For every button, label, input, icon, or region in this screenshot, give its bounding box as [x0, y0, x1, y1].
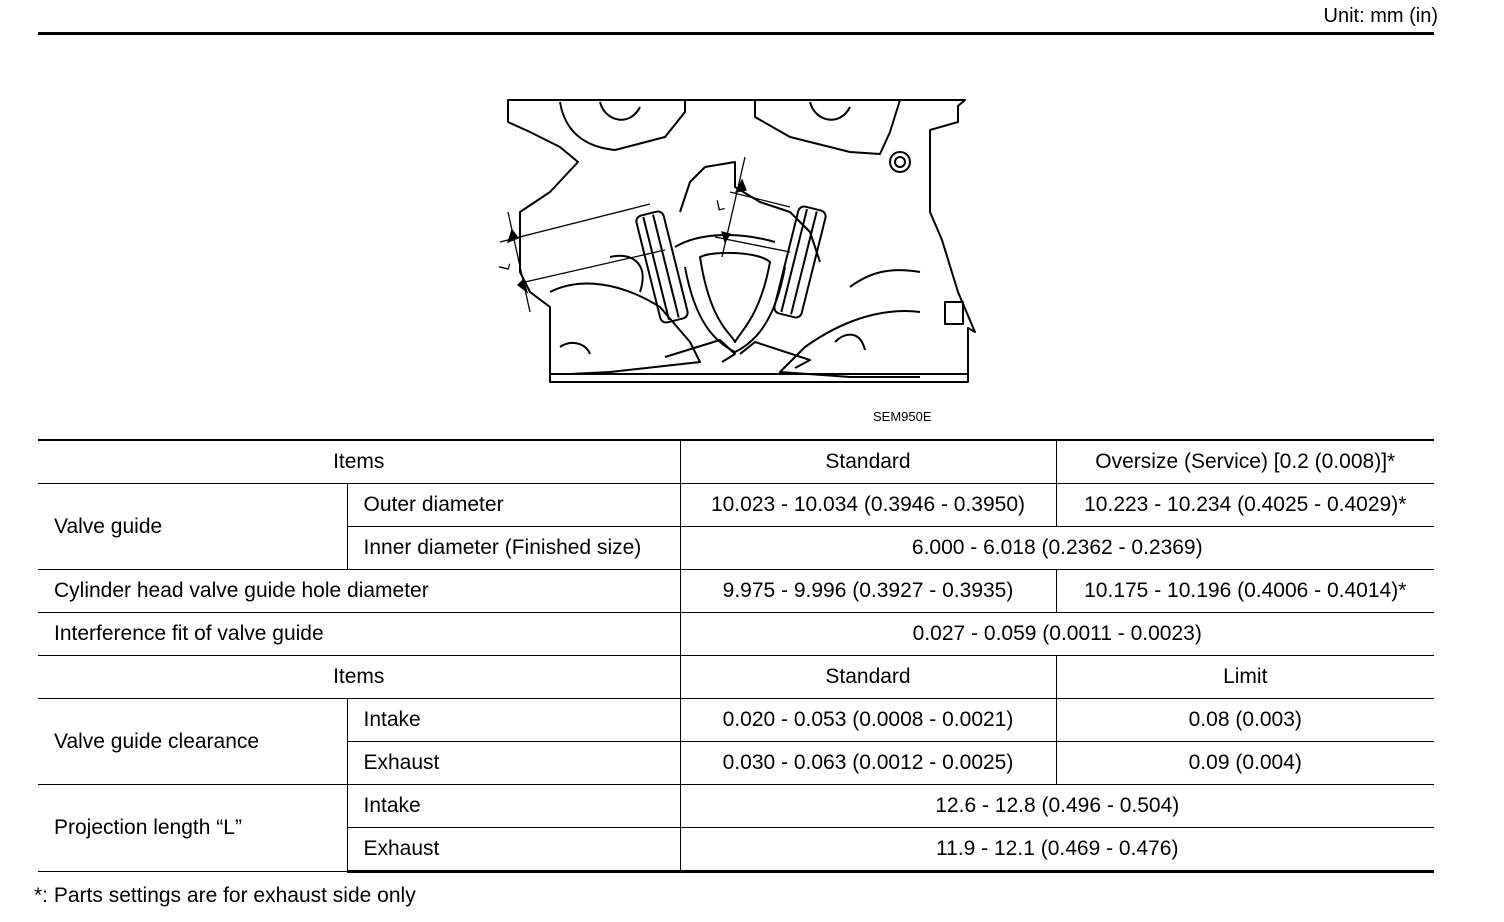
sub-label-intake: Intake — [347, 699, 680, 742]
sub-label-projection-exhaust: Exhaust — [347, 828, 680, 872]
table-row — [38, 484, 1434, 527]
header-oversize: Oversize (Service) [0.2 (0.008)]* — [1056, 440, 1434, 484]
cell-clearance-exhaust-standard: 0.030 - 0.063 (0.0012 - 0.0025) — [680, 742, 1056, 785]
row-label-interference: Interference fit of valve guide — [38, 613, 680, 656]
figure-code: SEM950E — [873, 409, 932, 424]
table-row — [38, 785, 1434, 828]
row-label-clearance: Valve guide clearance — [38, 699, 347, 785]
header-standard-2: Standard — [680, 656, 1056, 699]
sub-label-projection-intake: Intake — [347, 785, 680, 828]
table-row — [38, 699, 1434, 742]
table-row — [38, 570, 1434, 613]
row-label-valve-guide: Valve guide — [38, 484, 347, 570]
footnote: *: Parts settings are for exhaust side only — [34, 884, 416, 907]
row-label-projection: Projection length “L” — [38, 785, 347, 872]
row-label-hole-diameter: Cylinder head valve guide hole diameter — [38, 570, 680, 613]
cell-clearance-exhaust-limit: 0.09 (0.004) — [1056, 742, 1434, 785]
header-items: Items — [38, 440, 680, 484]
header-items-2: Items — [38, 656, 680, 699]
cell-interference: 0.027 - 0.059 (0.0011 - 0.0023) — [680, 613, 1434, 656]
sub-label-inner-diameter: Inner diameter (Finished size) — [347, 527, 680, 570]
header-row — [38, 656, 1434, 699]
cell-hole-oversize: 10.175 - 10.196 (0.4006 - 0.4014)* — [1056, 570, 1434, 613]
valve-guide-spec-table — [38, 439, 1434, 873]
cell-outer-standard: 10.023 - 10.034 (0.3946 - 0.3950) — [680, 484, 1056, 527]
cell-clearance-intake-standard: 0.020 - 0.053 (0.0008 - 0.0021) — [680, 699, 1056, 742]
cell-outer-oversize: 10.223 - 10.234 (0.4025 - 0.4029)* — [1056, 484, 1434, 527]
sub-label-outer-diameter: Outer diameter — [347, 484, 680, 527]
cell-hole-standard: 9.975 - 9.996 (0.3927 - 0.3935) — [680, 570, 1056, 613]
cell-clearance-intake-limit: 0.08 (0.003) — [1056, 699, 1434, 742]
header-limit: Limit — [1056, 656, 1434, 699]
header-row — [38, 440, 1434, 484]
cell-projection-intake: 12.6 - 12.8 (0.496 - 0.504) — [680, 785, 1434, 828]
table-row — [38, 613, 1434, 656]
cell-inner-diameter: 6.000 - 6.018 (0.2362 - 0.2369) — [680, 527, 1434, 570]
cylinder-head-diagram — [490, 92, 990, 392]
top-divider — [38, 32, 1434, 35]
sub-label-exhaust: Exhaust — [347, 742, 680, 785]
unit-label: Unit: mm (in) — [1323, 5, 1438, 27]
dimension-l-left: L — [496, 260, 515, 273]
dimension-l-top: L — [714, 197, 726, 215]
header-standard: Standard — [680, 440, 1056, 484]
cell-projection-exhaust: 11.9 - 12.1 (0.469 - 0.476) — [680, 828, 1434, 872]
